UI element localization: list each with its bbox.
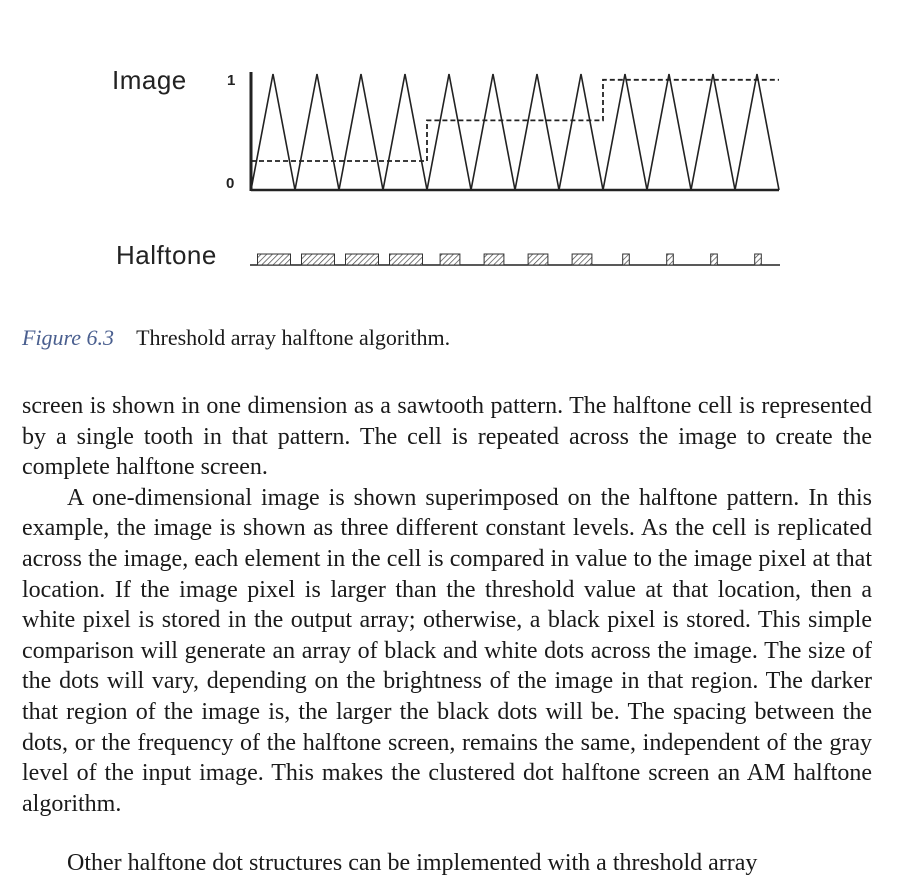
sawtooth-tooth: [339, 74, 383, 190]
sawtooth-tooth: [471, 74, 515, 190]
figure-caption: [22, 325, 450, 351]
sawtooth-tooth: [559, 74, 603, 190]
image-level-series: [251, 80, 779, 161]
plot-axes: [251, 72, 779, 191]
sawtooth-series: [251, 74, 779, 190]
sawtooth-tooth: [647, 74, 691, 190]
sawtooth-tooth: [691, 74, 735, 190]
paragraph-3-fragment: Other halftone dot structures can be implemented with a threshold array: [67, 850, 758, 876]
halftone-dot: [711, 254, 718, 265]
paragraph-3-fragment-container: [22, 846, 872, 876]
figure-number: Figure 6.3: [22, 325, 115, 350]
sawtooth-tooth: [515, 74, 559, 190]
sawtooth-tooth: [251, 74, 295, 190]
halftone-dot: [302, 254, 335, 265]
sawtooth-tooth: [383, 74, 427, 190]
figure-plot: [0, 0, 922, 300]
halftone-dot: [440, 254, 460, 265]
halftone-dot: [528, 254, 548, 265]
sawtooth-tooth: [735, 74, 779, 190]
sawtooth-tooth: [427, 74, 471, 190]
halftone-dot: [623, 254, 630, 265]
halftone-dot: [390, 254, 423, 265]
y-tick-0: 0: [226, 175, 235, 192]
y-tick-1: 1: [227, 72, 236, 89]
halftone-dot: [346, 254, 379, 265]
image-row-label: Image: [112, 65, 187, 95]
sawtooth-tooth: [603, 74, 647, 190]
sawtooth-tooth: [295, 74, 339, 190]
caption-text: Threshold array halftone algorithm.: [136, 325, 451, 350]
halftone-figure: [0, 0, 922, 300]
halftone-dot: [755, 254, 762, 265]
halftone-dot: [572, 254, 592, 265]
halftone-row-label: Halftone: [116, 240, 217, 270]
paragraph-2: A one-dimensional image is shown superimposed on the halftone pattern. In this example, the image is shown as three different constant levels. As the cell is replicated across the image, each element in the cell is compared in value to the image pixel at that location. If the image pixel is larger than the threshold value at that location, then a white pixel is stored in the output array; otherwise, a black pixel is stored. This simple comparison will generate an array of black and white dots across the image. The size of the dots will vary, depending on the brightness of the image in that region. The darker that region of the image is, the larger the black dots will be. The spacing between the dots, or the frequency of the halftone screen, remains the same, independent of the gray level of the input image. This makes the clustered dot halftone screen an AM halftone algorithm.: [22, 484, 872, 817]
halftone-dot: [484, 254, 504, 265]
paragraph-1: screen is shown in one dimension as a sawtooth pattern. The halftone cell is represented by a single tooth in that pattern. The cell is repeated across the image to create the complete halftone screen.: [22, 393, 872, 481]
body-text: [22, 391, 872, 819]
halftone-dot: [258, 254, 291, 265]
halftone-dots: [250, 254, 780, 265]
image-level-line: [251, 80, 779, 161]
halftone-dot: [667, 254, 674, 265]
